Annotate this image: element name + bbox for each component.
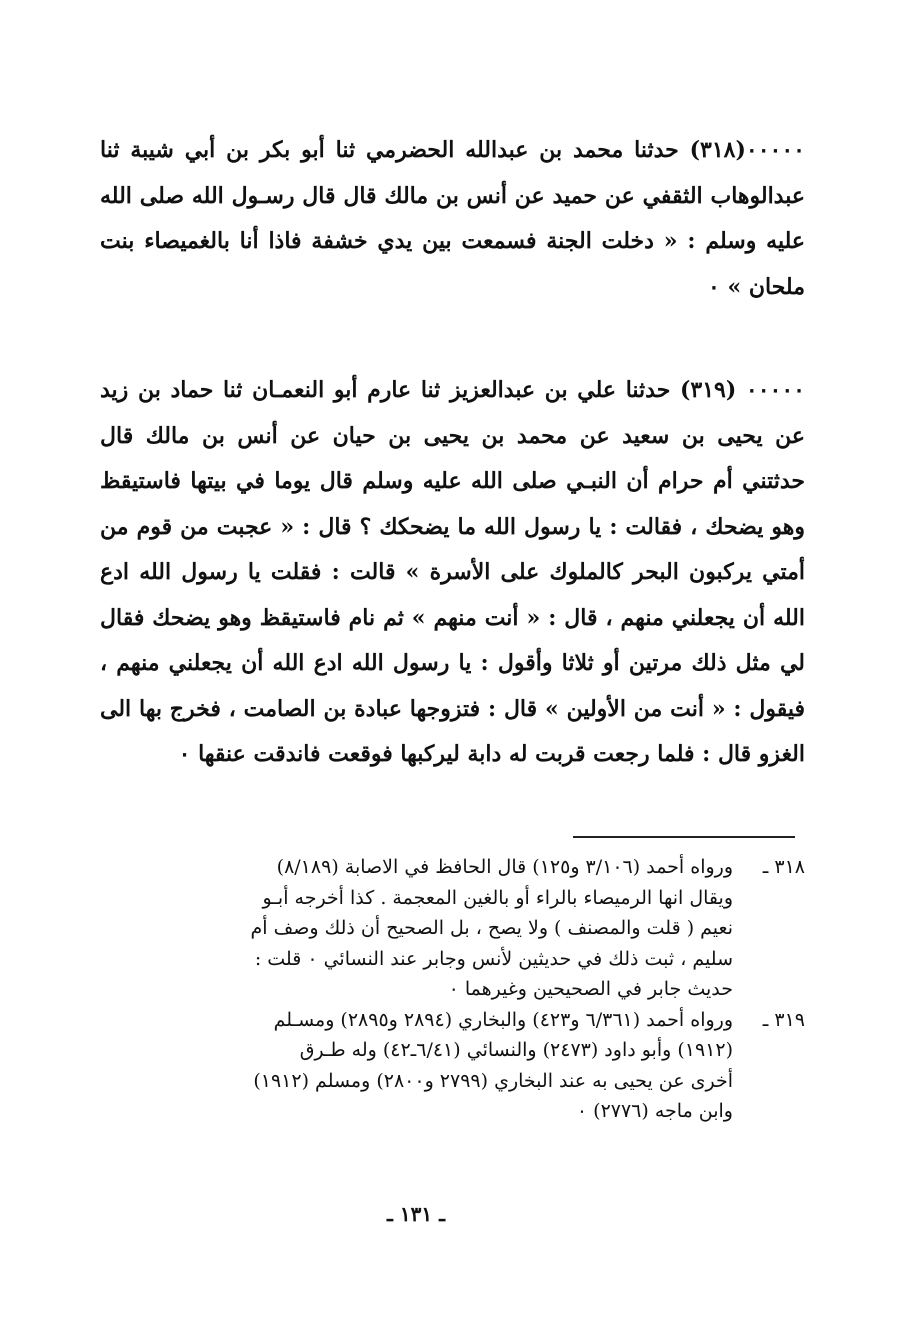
page-number: ـ ١٣١ ـ [387, 1202, 445, 1226]
footnote-number: ٣١٩ ـ [762, 1008, 805, 1031]
footnote-line: نعيم ( قلت والمصنف ) ولا يصح ، بل الصحيح أن ذلك وصف أم [250, 917, 733, 939]
main-text [100, 128, 805, 778]
footnote-text [100, 1005, 733, 1127]
footnote-319 [100, 1005, 805, 1127]
hadith-318-paragraph: ٠٠٠٠٠(٣١٨) حدثنا محمد بن عبدالله الحضرمي ثنا أبو بكر بن أبي شيبة ثنا عبدالوهاب الثقفي عن حميد عن أنس بن مالك قال قال رسـول الله صلى الله عليه وسلم : « دخلت الجنة فسمعت بين يدي خشفة فاذا أنا بالغميصاء بنت ملحان » ٠ [100, 137, 805, 300]
hadith-319-paragraph: ٠٠٠٠٠ (٣١٩) حدثنا علي بن عبدالعزيز ثنا عارم أبو النعمـان ثنا حماد بن زيد عن يحيى بن سعيد عن محمد بن يحيى بن حيان عن أنس بن مالك قال حدثتني أم حرام أن النبـي صلى الله عليه وسلم قال يوما في بيتها فاستيقظ وهو يضحك ، فقالت : يا رسول الله ما يضحكك ؟ قال : « عجبت من قوم من أمتي يركبون البحر كالملوك على الأسرة » قالت : فقلت يا رسول الله ادع الله أن يجعلني منهم ، قال : « أنت منهم » ثم نام فاستيقظ وهو يضحك فقال لي مثل ذلك مرتين أو ثلاثا وأقول : يا رسول الله ادع الله أن يجعلني منهم ، فيقول : « أنت من الأولين » قال : فتزوجها عبادة بن الصامت ، فخرج بها الى الغزو قال : فلما رجعت قربت له دابة ليركبها فوقعت فاندقت عنقها ٠ [100, 377, 805, 767]
footnote-line: سليم ، ثبت ذلك في حديثين لأنس وجابر عند النسائي ٠ قلت : [254, 947, 733, 970]
footnote-line: حديث جابر في الصحيحين وغيرهما ٠ [448, 978, 733, 1000]
footnote-line: أخرى عن يحيى به عند البخاري (٢٧٩٩ و٢٨٠٠) ومسلم (١٩١٢) [253, 1069, 733, 1092]
footnote-number: ٣١٨ ـ [762, 856, 805, 878]
footnote-divider [573, 836, 795, 838]
footnote-text [100, 852, 733, 1005]
footnote-line: ورواه أحمد (٦/٣٦١ و٤٢٣) والبخاري (٢٨٩٤ و٢٨٩٥) ومسـلم [273, 1008, 733, 1031]
footnote-line: وابن ماجه (٢٧٧٦) ٠ [576, 1100, 733, 1122]
footnote-line: ورواه أحمد (٣/١٠٦ و١٢٥) قال الحافظ في الاصابة (٨/١٨٩) [276, 856, 733, 878]
footnotes [100, 852, 805, 1127]
footnote-line: (١٩١٢) وأبو داود (٢٤٧٣) والنسائي (٦/٤١ـ٤٢) وله طـرق [299, 1039, 733, 1061]
footnote-318 [100, 852, 805, 1005]
footnote-line: ويقال انها الرميصاء بالراء أو بالغين المعجمة . كذا أخرجه أبـو [262, 886, 733, 909]
